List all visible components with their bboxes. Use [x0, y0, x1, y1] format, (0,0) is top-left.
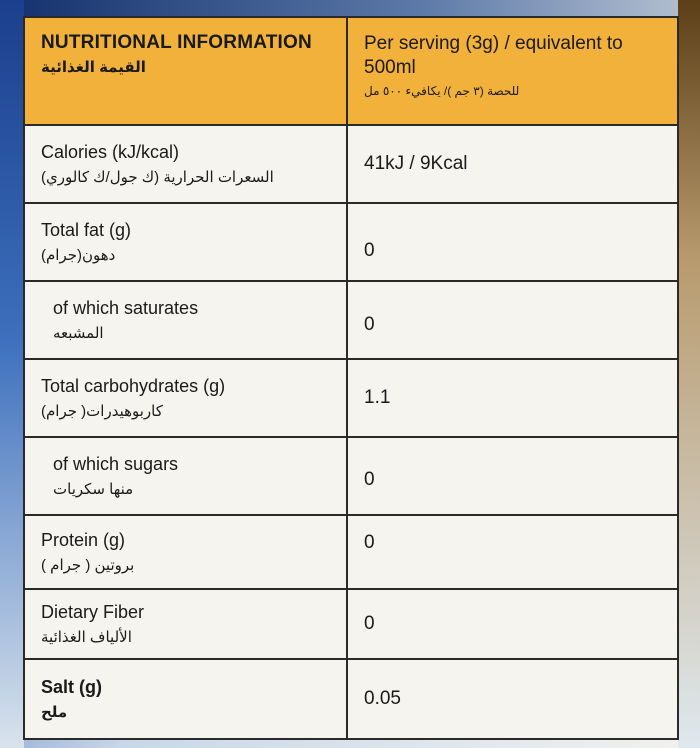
row-value-cell	[347, 281, 678, 359]
row-label-cell	[24, 281, 347, 359]
header-serving-ar: للحصة (٣ جم )/ يكافيء ٥٠٠ مل	[364, 84, 520, 98]
row-label-ar: الألياف الغذائية	[41, 629, 132, 646]
table-row	[24, 281, 678, 359]
row-value: 1.1	[364, 387, 391, 408]
row-label-cell	[24, 515, 347, 589]
row-label-en: Dietary Fiber	[41, 602, 145, 622]
row-value-cell	[347, 515, 678, 589]
row-label-en: Salt (g)	[41, 677, 102, 697]
row-value-cell	[347, 359, 678, 437]
header-serving-en: Per serving (3g) / equivalent to 500ml	[364, 33, 623, 78]
row-value-cell	[347, 437, 678, 515]
row-label-en: Total fat (g)	[41, 220, 132, 240]
row-label-en: Total carbohydrates (g)	[41, 376, 226, 396]
table-row	[24, 125, 678, 203]
row-value: 0	[364, 469, 375, 490]
row-value-cell	[347, 125, 678, 203]
package-edge-right	[678, 0, 700, 748]
row-label-en: Protein (g)	[41, 530, 126, 550]
row-value: 0	[364, 240, 375, 261]
row-label-en: of which sugars	[53, 454, 179, 474]
table-header-row	[24, 17, 678, 125]
row-label-cell	[24, 437, 347, 515]
header-title-ar: القيمة الغذائية	[41, 59, 146, 76]
row-label-en: of which saturates	[53, 298, 199, 318]
row-value: 0.05	[364, 688, 401, 709]
row-label-cell	[24, 359, 347, 437]
table-row	[24, 359, 678, 437]
row-label-ar: دهون(جرام)	[41, 247, 116, 264]
table-row	[24, 515, 678, 589]
row-value: 41kJ / 9Kcal	[364, 153, 468, 174]
row-value: 0	[364, 613, 375, 634]
row-label-ar: منها سكريات	[53, 481, 134, 498]
row-label-ar: كاربوهيدرات( جرام)	[41, 403, 163, 420]
row-value-cell	[347, 203, 678, 281]
package-edge-left	[0, 0, 24, 748]
header-title-en: NUTRITIONAL INFORMATION	[41, 32, 312, 53]
table-row	[24, 659, 678, 739]
table-row	[24, 589, 678, 659]
row-value-cell	[347, 659, 678, 739]
row-label-cell	[24, 203, 347, 281]
row-value: 0	[364, 314, 375, 335]
row-label-ar: المشبعه	[53, 325, 104, 342]
header-title-cell	[24, 17, 347, 125]
row-value: 0	[364, 532, 375, 553]
row-label-cell	[24, 589, 347, 659]
row-label-ar: السعرات الحرارية (ك جول/ك كالوري)	[41, 169, 274, 186]
row-value-cell	[347, 589, 678, 659]
row-label-cell	[24, 659, 347, 739]
table-row	[24, 203, 678, 281]
row-label-ar: ملح	[41, 704, 68, 721]
nutrition-table	[23, 16, 679, 740]
table-row	[24, 437, 678, 515]
row-label-ar: بروتين ( جرام )	[41, 557, 135, 574]
package-edge-top	[0, 0, 700, 16]
header-serving-cell	[347, 17, 678, 125]
row-label-cell	[24, 125, 347, 203]
row-label-en: Calories (kJ/kcal)	[41, 142, 180, 162]
